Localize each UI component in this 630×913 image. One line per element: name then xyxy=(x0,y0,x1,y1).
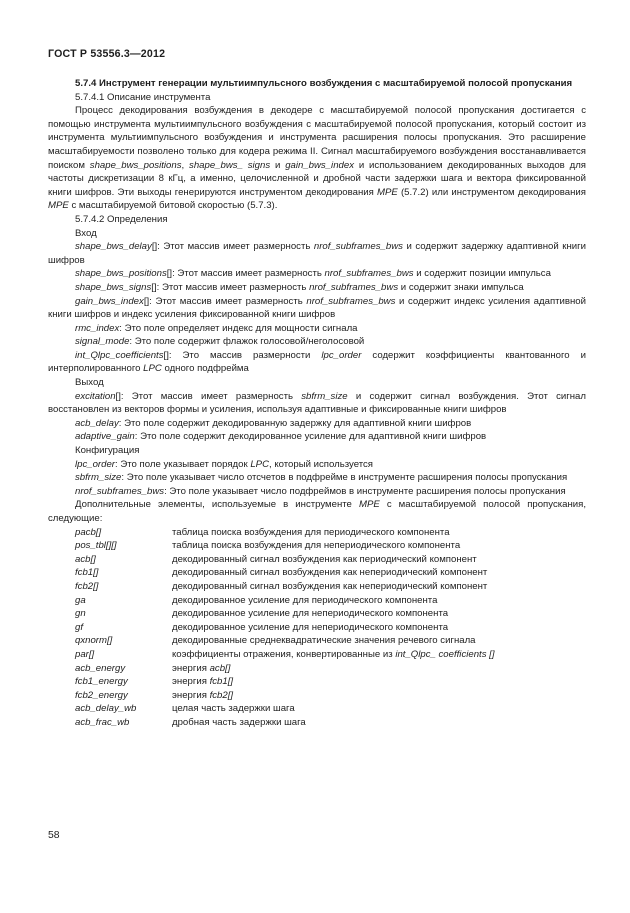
element-name: gn xyxy=(75,608,86,620)
text-run: энергия xyxy=(172,689,210,701)
element-description xyxy=(172,594,495,608)
text-run: Это поле содержит декодированное усиление для адаптивной книги шифров xyxy=(140,431,487,443)
element-description xyxy=(172,634,495,648)
definition-paragraph xyxy=(48,471,586,485)
definition-paragraph xyxy=(48,322,586,336)
page-number: 58 xyxy=(48,830,60,841)
table-row xyxy=(75,580,495,594)
definition-paragraph xyxy=(48,430,586,444)
text-run: Этот массив имеет размерность xyxy=(177,268,325,280)
input-heading: Вход xyxy=(75,227,97,239)
element-name: pacb[] xyxy=(75,526,102,538)
text-run: Этот массив имеет размерность xyxy=(161,281,310,293)
text-run: : xyxy=(134,431,141,443)
definition-paragraph xyxy=(48,267,586,281)
subsection-title: 5.7.4.2 Определения xyxy=(75,213,168,225)
definition-term: nrof_subframes_bws xyxy=(75,485,165,497)
subsection-title: 5.7.4.1 Описание инструмента xyxy=(75,91,211,103)
definition-term: sbfrm_size xyxy=(75,472,122,484)
table-row xyxy=(75,716,495,730)
definition-term: lpc_order xyxy=(75,458,115,470)
element-description xyxy=(172,689,495,703)
text-run: : xyxy=(118,417,125,429)
text-run: Этот массив имеет размерность xyxy=(131,390,302,402)
text-run: Дополнительные элементы, используемые в инструменте xyxy=(75,499,359,511)
element-description xyxy=(172,675,495,689)
text-run: []: xyxy=(151,281,162,293)
text-run: Процесс декодирования возбуждения в декодере с масштабируемой полосой пропускания достигается с помощью инструмента мультиимпульсного возбуждения с масштабируемой полосой пропускания, который состоит из инструмента мультиимпульсного возбуждения и инструмента расширения полосы пропускания. Это расширение масштабируемости позволено только для кодера режима II. Сигнал масштабируемого возбуждения восстанавливается поиском xyxy=(48,105,586,171)
text-run: и содержит знаки импульса xyxy=(398,281,524,293)
definition-paragraph xyxy=(48,458,586,472)
text-run: декодированное усиление для непериодического компонента xyxy=(172,621,449,633)
term-reference: acb[] xyxy=(209,662,231,674)
term-reference: int_Qlpc_ coefficients [] xyxy=(395,648,495,660)
text-run: таблица поиска возбуждения для непериодического компонента xyxy=(172,540,461,552)
text-run: , xyxy=(181,159,190,171)
element-description xyxy=(172,621,495,635)
element-description xyxy=(172,607,495,621)
definition-term: int_Qlpc_coefficients xyxy=(75,349,164,361)
element-description xyxy=(172,526,495,540)
table-row xyxy=(75,648,495,662)
input-definitions xyxy=(48,240,586,376)
definition-term: adaptive_gain xyxy=(75,431,135,443)
definition-paragraph xyxy=(48,295,586,322)
term-reference: nrof_subframes_bws xyxy=(309,281,399,293)
term: shape_bws_ signs xyxy=(189,159,271,171)
element-description xyxy=(172,580,495,594)
term: gain_bws_index xyxy=(285,159,354,171)
config-heading: Конфигурация xyxy=(75,445,140,457)
text-run: : xyxy=(115,458,121,470)
table-row xyxy=(75,607,495,621)
table-row xyxy=(75,526,495,540)
text-run: Этот массив имеет размерность xyxy=(155,295,307,307)
text-run: декодированное усиление для периодического компонента xyxy=(172,594,438,606)
element-name: gf xyxy=(75,621,84,633)
term-reference: sbfrm_size xyxy=(301,390,348,402)
text-run: декодированный сигнал возбуждения как непериодический компонент xyxy=(172,567,488,579)
table-row xyxy=(75,662,495,676)
text-run: с масштабируемой полосой пропускания, следующие: xyxy=(48,499,586,524)
term-reference: lpc_order xyxy=(321,349,362,361)
element-name: qxnorm[] xyxy=(75,635,113,647)
description-paragraph xyxy=(48,104,586,213)
text-run: Это поле указывает число отсчетов в подфрейме в инструменте расширения полосы пропускания xyxy=(126,472,568,484)
element-name: fcb2[] xyxy=(75,580,99,592)
definition-paragraph xyxy=(48,485,586,499)
term-reference: nrof_subframes_bws xyxy=(324,268,414,280)
text-run: одного подфрейма xyxy=(161,363,249,375)
definition-term: acb_delay xyxy=(75,417,119,429)
element-name: acb_energy xyxy=(75,662,126,674)
elements-table xyxy=(75,526,495,730)
text-run: и использованием декодированных выходов для частоты дискретизации 8 кГц, а именно, целочисленной и дробной части задержки шага и вектора фиксированной книги шифров. Эти выходы генерируются инструментом декодирования xyxy=(48,159,586,198)
definition-paragraph xyxy=(48,240,586,267)
table-row xyxy=(75,594,495,608)
text-run: целая часть задержки шага xyxy=(172,703,295,715)
text-run: Это поле содержит флажок голосовой/неголосовой xyxy=(134,336,365,348)
table-row xyxy=(75,689,495,703)
element-name: acb[] xyxy=(75,553,96,565)
text-run: : xyxy=(164,485,170,497)
element-name: par[] xyxy=(75,648,95,660)
section-title: 5.7.4 Инструмент генерации мультиимпульсного возбуждения с масштабируемой полосой пропускания xyxy=(75,78,573,89)
definition-term: signal_mode xyxy=(75,336,130,348)
term-reference: LPC xyxy=(143,363,162,375)
definition-paragraph xyxy=(48,281,586,295)
element-description xyxy=(172,566,495,580)
term-reference: nrof_subframes_bws xyxy=(306,295,396,307)
table-row xyxy=(75,634,495,648)
definition-term: shape_bws_signs xyxy=(75,281,152,293)
page-content xyxy=(48,77,586,730)
text-run: энергия xyxy=(172,676,210,688)
definition-paragraph xyxy=(48,349,586,376)
element-description xyxy=(172,539,495,553)
definition-term: excitation xyxy=(75,390,116,402)
text-run: []: xyxy=(163,349,183,361)
term-reference: nrof_subframes_bws xyxy=(313,241,403,253)
text-run: декодированный сигнал возбуждения как периодический компонент xyxy=(172,553,477,565)
term-reference: fcb2[] xyxy=(209,689,234,701)
text-run: : xyxy=(121,472,127,484)
table-row xyxy=(75,702,495,716)
text-run: декодированные среднеквадратические значения речевого сигнала xyxy=(172,635,476,647)
text-run: Это поле определяет индекс для мощности сигнала xyxy=(124,322,358,334)
element-description xyxy=(172,716,495,730)
text-run: и xyxy=(270,159,286,171)
term: MPE xyxy=(377,186,398,198)
definition-term: gain_bws_index xyxy=(75,295,144,307)
table-row xyxy=(75,566,495,580)
config-definitions xyxy=(48,458,586,499)
document-header: ГОСТ Р 53556.3—2012 xyxy=(48,48,166,60)
term: MPE xyxy=(48,200,69,212)
definition-paragraph xyxy=(48,335,586,349)
text-run: с масштабируемой битовой скоростью (5.7.3). xyxy=(68,200,278,212)
text-run: Это поле указывает порядок xyxy=(120,458,251,470)
text-run: и содержит позиции импульса xyxy=(413,268,551,280)
element-name: pos_tbl[][] xyxy=(75,540,117,552)
text-run: []: xyxy=(166,268,178,280)
text-run: и содержит индекс усиления адаптивной книги шифров и индекс усиления фиксированной книги шифров xyxy=(48,295,586,321)
table-row xyxy=(75,539,495,553)
table-row xyxy=(75,553,495,567)
term: shape_bws_positions xyxy=(89,159,182,171)
text-run: []: xyxy=(115,390,132,402)
element-name: fcb1_energy xyxy=(75,676,128,688)
element-name: fcb1[] xyxy=(75,567,99,579)
definition-term: rmc_index xyxy=(75,322,120,334)
text-run: энергия xyxy=(172,662,210,674)
text-run: Этот массив имеет размерность xyxy=(163,241,314,253)
text-run: []: xyxy=(143,295,156,307)
extra-elements-paragraph xyxy=(48,498,586,525)
definition-term: shape_bws_delay xyxy=(75,241,152,253)
text-run: Это поле содержит декодированную задержку для адаптивной книги шифров xyxy=(124,417,472,429)
text-run: и содержит сигнал возбуждения. Этот сигнал восстановлен из векторов формы и усиления, используя адаптивные и фиксированные книги шифров xyxy=(48,390,586,416)
element-name: acb_delay_wb xyxy=(75,703,137,715)
element-name: ga xyxy=(75,594,86,606)
text-run: дробная часть задержки шага xyxy=(172,716,306,728)
element-name: acb_frac_wb xyxy=(75,716,130,728)
text-run: , который используется xyxy=(269,458,373,470)
text-run: содержит коэффициенты квантованного и интерполированного xyxy=(48,349,586,375)
element-description xyxy=(172,702,495,716)
text-run: декодированный сигнал возбуждения как непериодический компонент xyxy=(172,580,488,592)
definition-paragraph xyxy=(48,417,586,431)
element-description xyxy=(172,553,495,567)
text-run: декодированное усиление для непериодического компонента xyxy=(172,608,449,620)
term-reference: LPC xyxy=(250,458,269,470)
table-row xyxy=(75,621,495,635)
text-run: Это поле указывает число подфреймов в инструменте расширения полосы пропускания xyxy=(169,485,566,497)
term-reference: fcb1[] xyxy=(209,676,234,688)
text-run: (5.7.2) или инструментом декодирования xyxy=(397,186,586,198)
definition-paragraph xyxy=(48,390,586,417)
text-run: таблица поиска возбуждения для периодического компонента xyxy=(172,526,450,538)
output-heading: Выход xyxy=(75,377,104,389)
output-definitions xyxy=(48,390,586,444)
term: MPE xyxy=(358,499,380,511)
text-run: Это массив размерности xyxy=(182,349,322,361)
definition-term: shape_bws_positions xyxy=(75,268,167,280)
text-run: и содержит задержку адаптивной книги шифров xyxy=(48,241,586,266)
element-description xyxy=(172,648,495,662)
text-run: коэффициенты отражения, конвертированные из xyxy=(172,648,396,660)
table-row xyxy=(75,675,495,689)
text-run: []: xyxy=(151,241,164,253)
element-description xyxy=(172,662,495,676)
element-name: fcb2_energy xyxy=(75,689,128,701)
text-run: : xyxy=(119,322,125,334)
text-run: : xyxy=(129,336,135,348)
